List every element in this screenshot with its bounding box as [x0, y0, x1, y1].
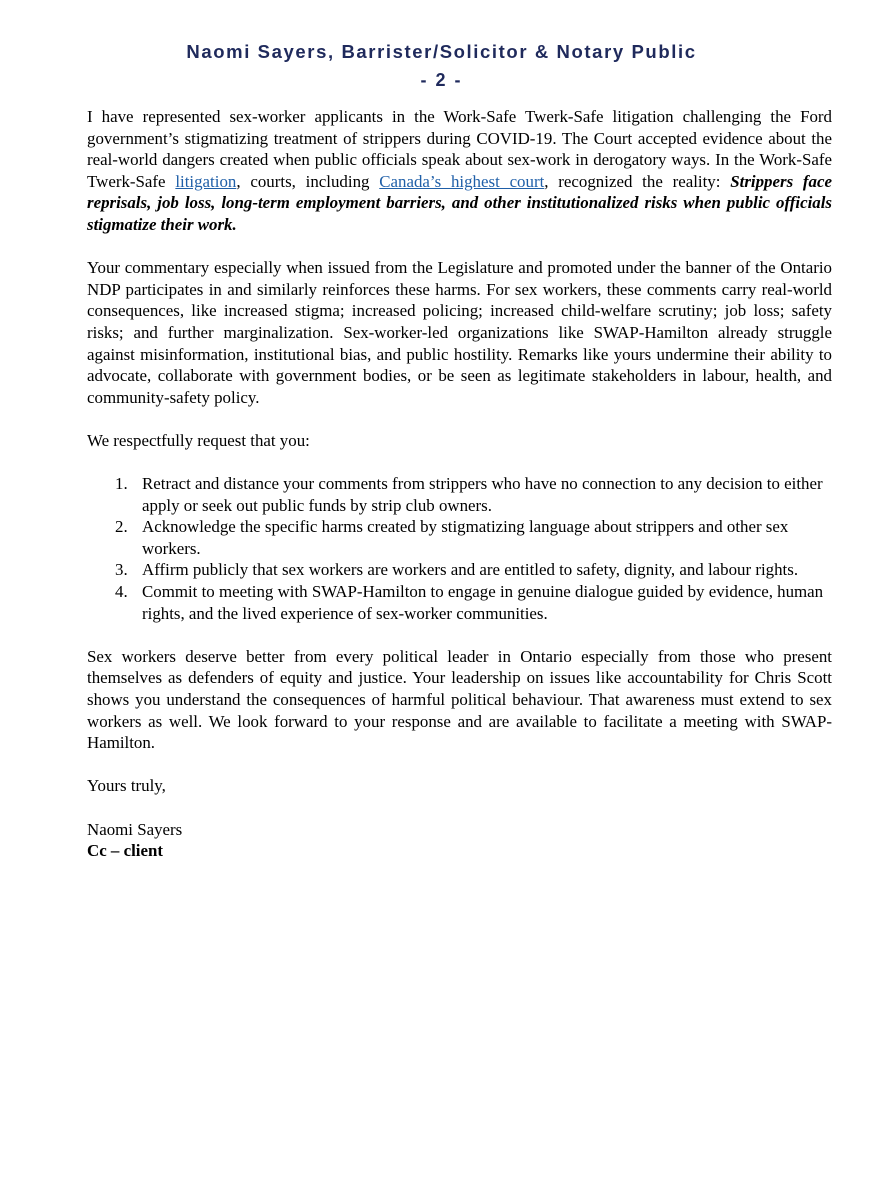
request-number: 4. [115, 582, 128, 602]
request-number: 2. [115, 517, 128, 537]
signature-name: Naomi Sayers [87, 819, 183, 839]
paragraph-commentary: Your commentary especially when issued from the Legislature and promoted under the banner of the Ontario NDP participates in and similarly reinforces these harms. For sex workers, these comments carry real-world consequences, like increased stigma; increased policing; increased child-welfare scrutiny; job loss; safety risks; and further marginalization. Sex-worker-led organizations like SWAP-Hamilton already struggle against misinformation, institutional bias, and public hostility. Remarks like yours undermine their ability to advocate, collaborate with government bodies, or be seen as legitimate stakeholders in labour, health, and community-safety policy. [87, 258, 832, 407]
request-number: 3. [115, 560, 128, 580]
litigation-link[interactable]: litigation [175, 171, 237, 191]
request-item [87, 559, 832, 581]
request-number: 1. [115, 474, 128, 494]
paragraph-litigation-text-c: , recognized the reality: [544, 171, 731, 191]
paragraph-litigation [87, 106, 832, 236]
paragraph-litigation-text-a: I have represented sex-worker applicants in the Work-Safe Twerk-Safe litigation challenging the Ford government’s stigmatizing treatment of strippers during COVID-19. The Court accepted evidence about the real-world dangers created when public officials speak about sex-work in derogatory ways. In the Work-Safe Twerk-Safe [87, 107, 832, 191]
letterhead-title: Naomi Sayers, Barrister/Solicitor & Notary Public [186, 41, 697, 62]
request-text: Commit to meeting with SWAP-Hamilton to engage in genuine dialogue guided by evidence, human rights, and the lived experience of sex-worker communities. [142, 582, 824, 623]
request-list [87, 473, 832, 624]
request-item [87, 473, 832, 516]
page-number: - 2 - [420, 70, 463, 90]
request-intro: We respectfully request that you: [87, 430, 310, 450]
request-item [87, 581, 832, 624]
paragraph-conclusion: Sex workers deserve better from every political leader in Ontario especially from those who present themselves as defenders of equity and justice. Your leadership on issues like accountability for Chris Scott shows you understand the consequences of harmful political behaviour. That awareness must extend to sex workers as well. We look forward to your response and are available to facilitate a meeting with SWAP-Hamilton. [87, 646, 832, 753]
highest-court-link[interactable]: Canada’s highest court [379, 171, 545, 191]
emphasized-statement: Strippers face reprisals, job loss, long-term employment barriers, and other institutionalized risks when public officials stigmatize their work. [87, 171, 832, 234]
cc-line: Cc – client [87, 841, 163, 861]
letter-body [87, 106, 832, 862]
closing-salutation: Yours truly, [87, 776, 166, 796]
request-text: Affirm publicly that sex workers are workers and are entitled to safety, dignity, and labour rights. [142, 560, 799, 580]
request-item [87, 516, 832, 559]
request-text: Retract and distance your comments from strippers who have no connection to any decision to either apply or seek out public funds by strip club owners. [142, 474, 823, 515]
paragraph-litigation-text-b: , courts, including [236, 171, 380, 191]
request-text: Acknowledge the specific harms created by stigmatizing language about strippers and other sex workers. [142, 517, 789, 558]
